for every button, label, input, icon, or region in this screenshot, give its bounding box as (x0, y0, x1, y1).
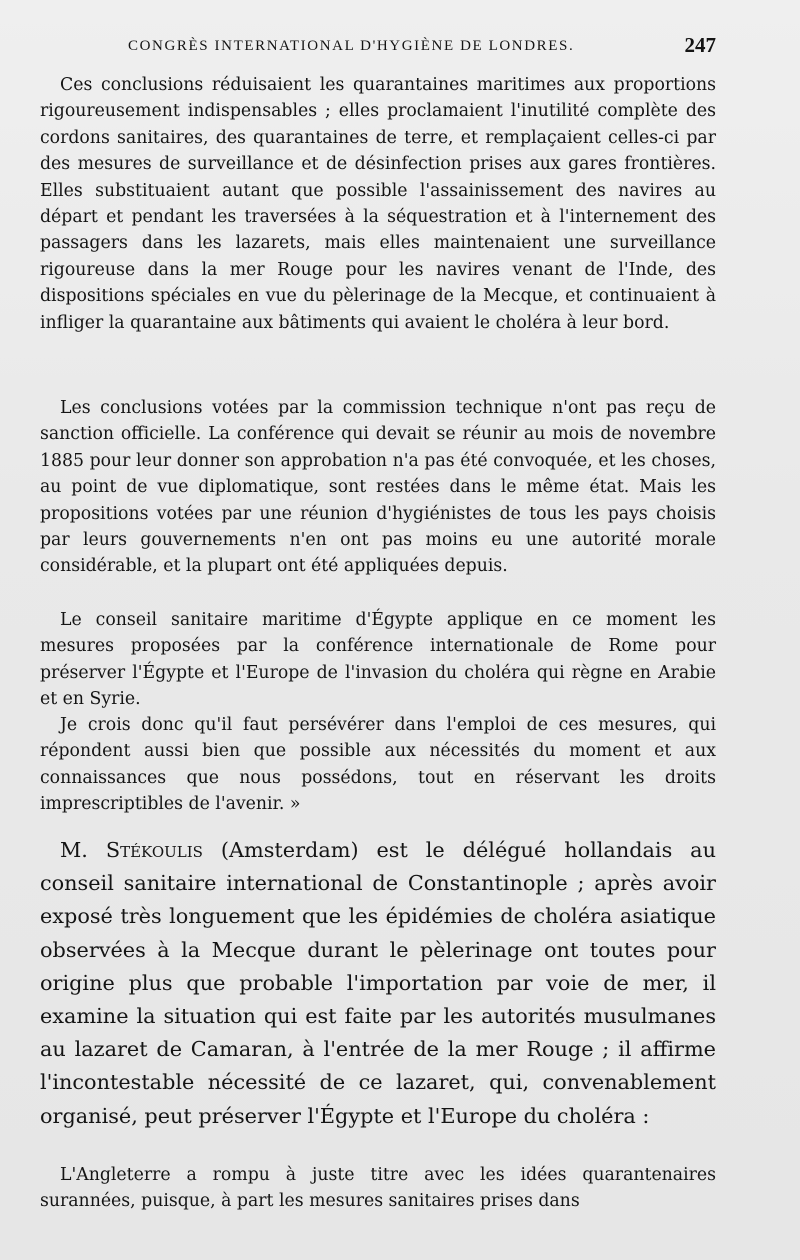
paragraph-commission (40, 395, 716, 580)
paragraph-conseil-egypte (40, 607, 716, 713)
running-head (120, 33, 720, 60)
paragraph-stekoulis (40, 834, 716, 1133)
paragraph-perseverer (40, 712, 716, 818)
speaker-text: (Amsterdam) est le délégué hollandais au conseil sanitaire international de Constantinople ; après avoir exposé très longuement que les épidémies de choléra asiatique observées à la Mecque durant le pèlerinage ont toutes pour origine plus que probable l'importation par voie de mer, il examine la situation qui est faite par les autorités musulmanes au lazaret de Camaran, à l'entrée de la mer Rouge ; il affirme l'incontestable nécessité de ce lazaret, qui, convenablement organisé, peut préserver l'Égypte et l'Europe du choléra : (40, 838, 716, 1128)
paragraph-text: L'Angleterre a rompu à juste titre avec les idées quarantenaires surannées, puisque, à part les mesures sanitaires prises dans (40, 1165, 716, 1212)
page-number: 247 (684, 33, 716, 57)
paragraph-text: Le conseil sanitaire maritime d'Égypte applique en ce moment les mesures proposées par la conférence internationale de Rome pour préserver l'Égypte et l'Europe de l'invasion du choléra qui règne en Arabie et en Syrie. (40, 610, 716, 710)
paragraph-text: Ces conclusions réduisaient les quarantaines maritimes aux proportions rigoureusement indispensables ; elles proclamaient l'inutilité complète des cordons sanitaires, des quarantaines de terre, et remplaçaient celles-ci par des mesures de surveillance et de désinfection prises aux gares frontières. Elles substituaient autant que possible l'assainissement des navires au départ et pendant les traversées à la séquestration et à l'internement des passagers dans les lazarets, mais elles maintenaient une surveillance rigoureuse dans la mer Rouge pour les navires venant de l'Inde, des dispositions spéciales en vue du pèlerinage de la Mecque, et continuaient à infliger la quarantaine aux bâtiments qui avaient le choléra à leur bord. (40, 75, 716, 333)
paragraph-angleterre (40, 1162, 716, 1215)
speaker-name: Stékoulis (105, 838, 203, 862)
paragraph-text: Je crois donc qu'il faut persévérer dans l'emploi de ces mesures, qui répondent aussi bien que possible aux nécessités du moment et aux connaissances que nous possédons, tout en réservant les droits imprescriptibles de l'avenir. » (40, 715, 716, 815)
paragraph-text (40, 834, 716, 1133)
paragraph-text: Les conclusions votées par la commission technique n'ont pas reçu de sanction officielle. La conférence qui devait se réunir au mois de novembre 1885 pour leur donner son approbation n'a pas été convoquée, et les choses, au point de vue diplomatique, sont restées dans le même état. Mais les propositions votées par une réunion d'hygiénistes de tous les pays choisis par leurs gouvernements n'en ont pas moins eu une autorité morale considérable, et la plupart ont été appliquées depuis. (40, 398, 716, 577)
speaker-prefix: M. (60, 838, 88, 862)
running-title: CONGRÈS INTERNATIONAL D'HYGIÈNE DE LONDRES. (128, 38, 575, 54)
paragraph-conclusions (40, 72, 716, 336)
